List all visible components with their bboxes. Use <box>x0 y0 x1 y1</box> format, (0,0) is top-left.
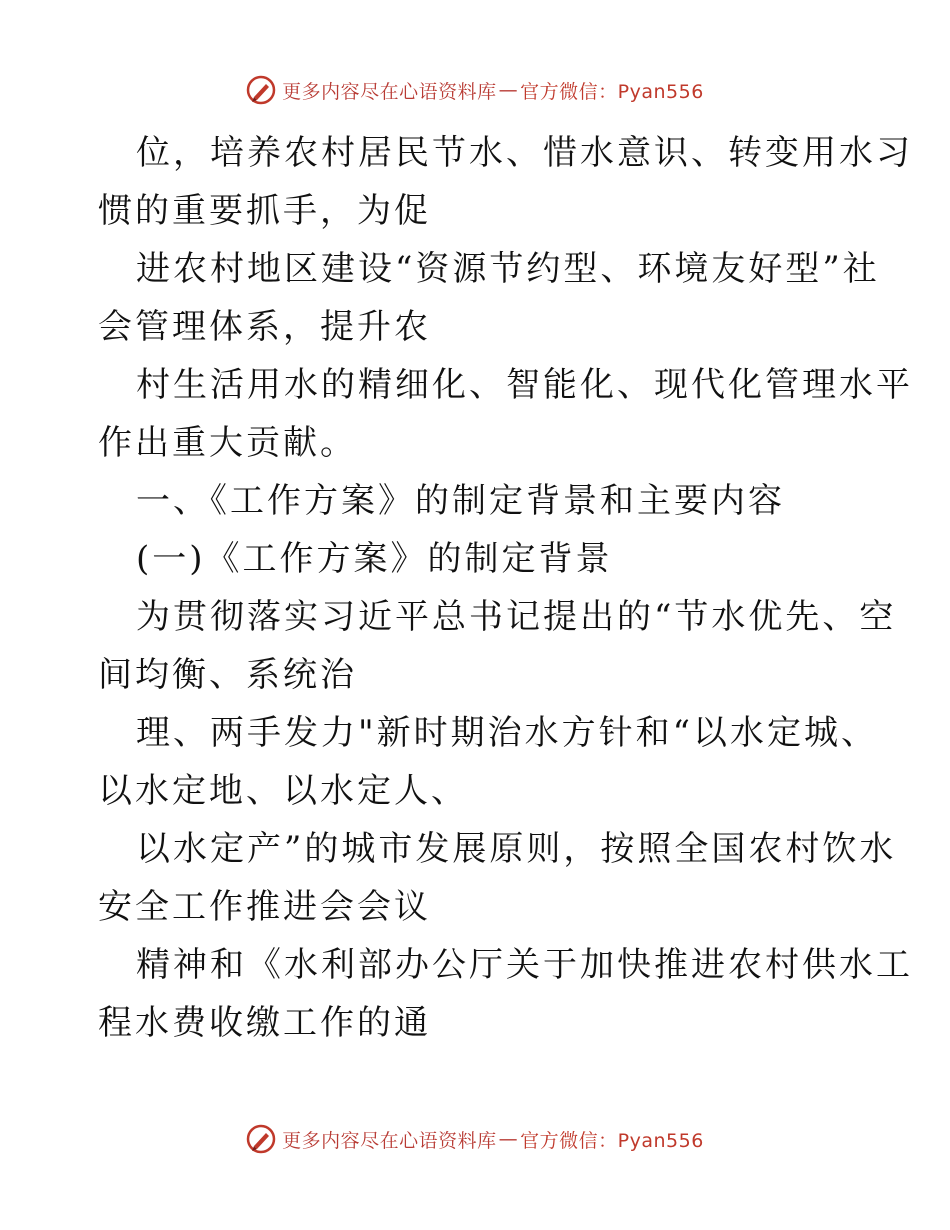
watermark-wechat-id: 官方微信：Pyan556 <box>520 80 704 103</box>
text-line: 位，培养农村居民节水、惜水意识、转变用水习 <box>136 133 913 173</box>
watermark-wechat-id: 官方微信：Pyan556 <box>520 1129 704 1152</box>
text-line: 村生活用水的精细化、智能化、现代化管理水平 <box>136 365 913 405</box>
text-line: 精神和《水利部办公厅关于加快推进农村供水工 <box>136 945 913 985</box>
text-line: 理、两手发力"新时期治水方针和“以水定城、 <box>136 713 879 753</box>
text-line: 以水定地、以水定人、 <box>98 771 468 811</box>
header-watermark <box>0 70 950 110</box>
text-line: 作出重大贡献。 <box>98 423 357 463</box>
watermark-text: 更多内容尽在心语资料库 <box>282 80 497 103</box>
section-heading: 一、《工作方案》的制定背景和主要内容 <box>136 481 785 521</box>
text-line: 间均衡、系统治 <box>98 655 357 695</box>
subsection-heading: (一)《工作方案》的制定背景 <box>136 539 613 579</box>
footer-watermark <box>0 1119 950 1159</box>
text-line: 惯的重要抓手，为促 <box>98 191 431 231</box>
watermark-dash: — <box>498 1128 519 1150</box>
watermark-text: 更多内容尽在心语资料库 <box>282 1129 497 1152</box>
pen-logo-icon <box>246 75 276 105</box>
text-line: 进农村地区建设“资源节约型、环境友好型”社 <box>136 249 880 289</box>
document-body <box>98 124 913 1052</box>
text-line: 以水定产”的城市发展原则，按照全国农村饮水 <box>136 829 897 869</box>
text-line: 为贯彻落实习近平总书记提出的“节水优先、空 <box>136 597 897 637</box>
text-line: 会管理体系，提升农 <box>98 307 431 347</box>
pen-logo-icon <box>246 1124 276 1154</box>
watermark-dash: — <box>498 79 519 101</box>
text-line: 安全工作推进会会议 <box>98 887 431 927</box>
text-line: 程水费收缴工作的通 <box>98 1003 431 1043</box>
